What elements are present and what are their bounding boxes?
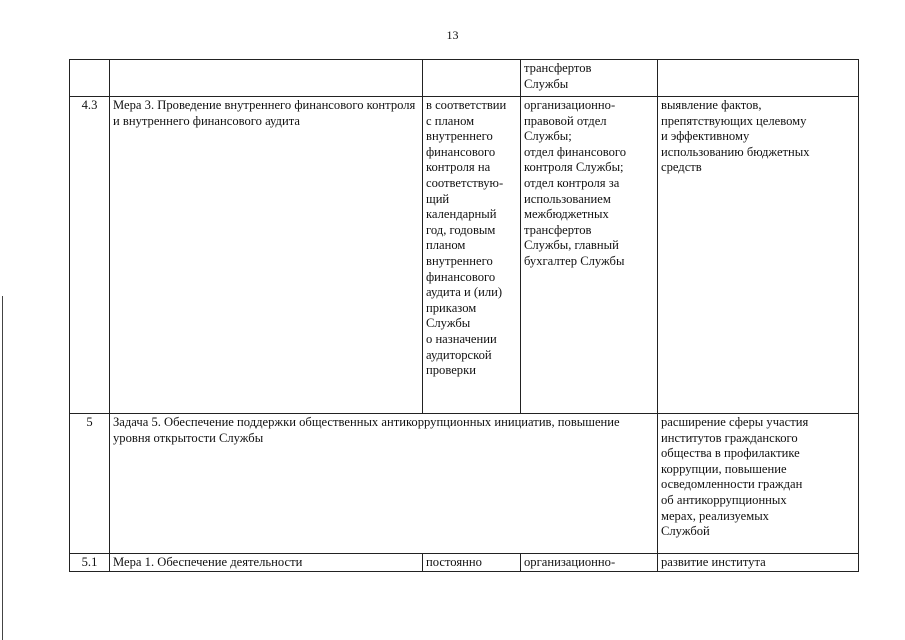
measures-table xyxy=(69,59,859,572)
measure-cell: Мера 1. Обеспечение деятельности xyxy=(110,554,423,572)
executors-cell: организационно- правовой отдел Службы; отдел финансового контроля Службы; отдел контроля за использованием межбюджетных трансфертов Службы, главный бухгалтер Службы xyxy=(521,97,658,414)
table-row xyxy=(70,60,859,97)
result-cell xyxy=(658,60,859,97)
table-row xyxy=(70,97,859,414)
task-cell: Задача 5. Обеспечение поддержки общественных антикоррупционных инициатив, повышение уровня открытости Службы xyxy=(110,414,658,554)
table-row xyxy=(70,554,859,572)
row-number: 5 xyxy=(70,414,110,554)
deadline-cell xyxy=(423,60,521,97)
executors-cell: трансфертов Службы xyxy=(521,60,658,97)
measure-cell: Мера 3. Проведение внутреннего финансового контроля и внутреннего финансового аудита xyxy=(110,97,423,414)
deadline-cell: постоянно xyxy=(423,554,521,572)
row-number: 4.3 xyxy=(70,97,110,414)
deadline-cell: в соответствии с планом внутреннего финансового контроля на соответствую- щий календарный год, годовым планом внутреннего финансового аудита и (или) приказом Службы о назначении аудиторской проверки xyxy=(423,97,521,414)
result-cell: развитие института xyxy=(658,554,859,572)
result-cell: расширение сферы участия институтов гражданского общества в профилактике коррупции, повышение осведомленности граждан об антикоррупционных мерах, реализуемых Службой xyxy=(658,414,859,554)
executors-cell: организационно- xyxy=(521,554,658,572)
row-number: 5.1 xyxy=(70,554,110,572)
measure-cell xyxy=(110,60,423,97)
result-cell: выявление фактов, препятствующих целевому и эффективному использованию бюджетных средств xyxy=(658,97,859,414)
scan-edge-line xyxy=(2,296,3,640)
table-row xyxy=(70,414,859,554)
page-number: 13 xyxy=(446,28,459,42)
row-number xyxy=(70,60,110,97)
